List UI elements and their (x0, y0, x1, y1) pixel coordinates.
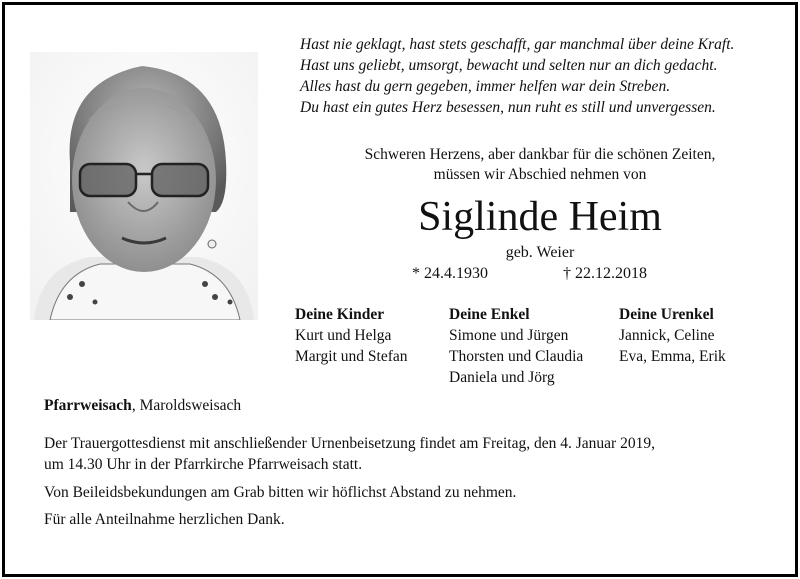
family-heading: Deine Kinder (295, 306, 385, 323)
place (44, 397, 241, 415)
intro-line: müssen wir Abschied nehmen von (433, 166, 647, 183)
family-group-children (295, 304, 408, 367)
service-info (44, 433, 784, 475)
maiden-name: geb. Weier (505, 244, 575, 261)
family-line: Eva, Emma, Erik (619, 348, 726, 365)
poem-line: Hast uns geliebt, umsorgt, bewacht und selten nur an dich gedacht. (300, 57, 718, 74)
service-line: Der Trauergottesdienst mit anschließender Urnenbeisetzung findet am Freitag, den 4. Januar 2019, (44, 435, 655, 452)
thanks-note: Für alle Anteilnahme herzlichen Dank. (44, 511, 285, 528)
intro-line: Schweren Herzens, aber dankbar für die schönen Zeiten, (364, 146, 716, 163)
family-group-great-grandchildren (619, 304, 726, 367)
poem (300, 34, 780, 118)
condolence-note: Von Beileidsbekundungen am Grab bitten wir höflichst Abstand zu nehmen. (44, 484, 517, 501)
family-line: Thorsten und Claudia (449, 348, 584, 365)
family-heading: Deine Enkel (449, 306, 530, 323)
portrait-photo (30, 52, 258, 320)
deceased-name: Siglinde Heim (418, 194, 662, 240)
family-line: Margit und Stefan (295, 348, 408, 365)
family-line: Simone und Jürgen (449, 327, 569, 344)
death-date: † 22.12.2018 (563, 265, 647, 282)
family-line: Daniela und Jörg (449, 369, 555, 386)
poem-line: Hast nie geklagt, hast stets geschafft, gar manchmal über deine Kraft. (300, 36, 735, 53)
birth-date: * 24.4.1930 (412, 265, 488, 282)
family-heading: Deine Urenkel (619, 306, 714, 323)
place-rest: , Maroldsweisach (131, 397, 242, 414)
family-line: Kurt und Helga (295, 327, 392, 344)
intro-text (300, 145, 780, 185)
poem-line: Alles hast du gern gegeben, immer helfen war dein Streben. (300, 78, 671, 95)
place-main: Pfarrweisach (44, 397, 132, 414)
service-line: um 14.30 Uhr in der Pfarrkirche Pfarrweisach statt. (44, 456, 363, 473)
family-line: Jannick, Celine (619, 327, 715, 344)
family-group-grandchildren (449, 304, 583, 388)
poem-line: Du hast ein gutes Herz besessen, nun ruht es still und unvergessen. (300, 99, 716, 116)
